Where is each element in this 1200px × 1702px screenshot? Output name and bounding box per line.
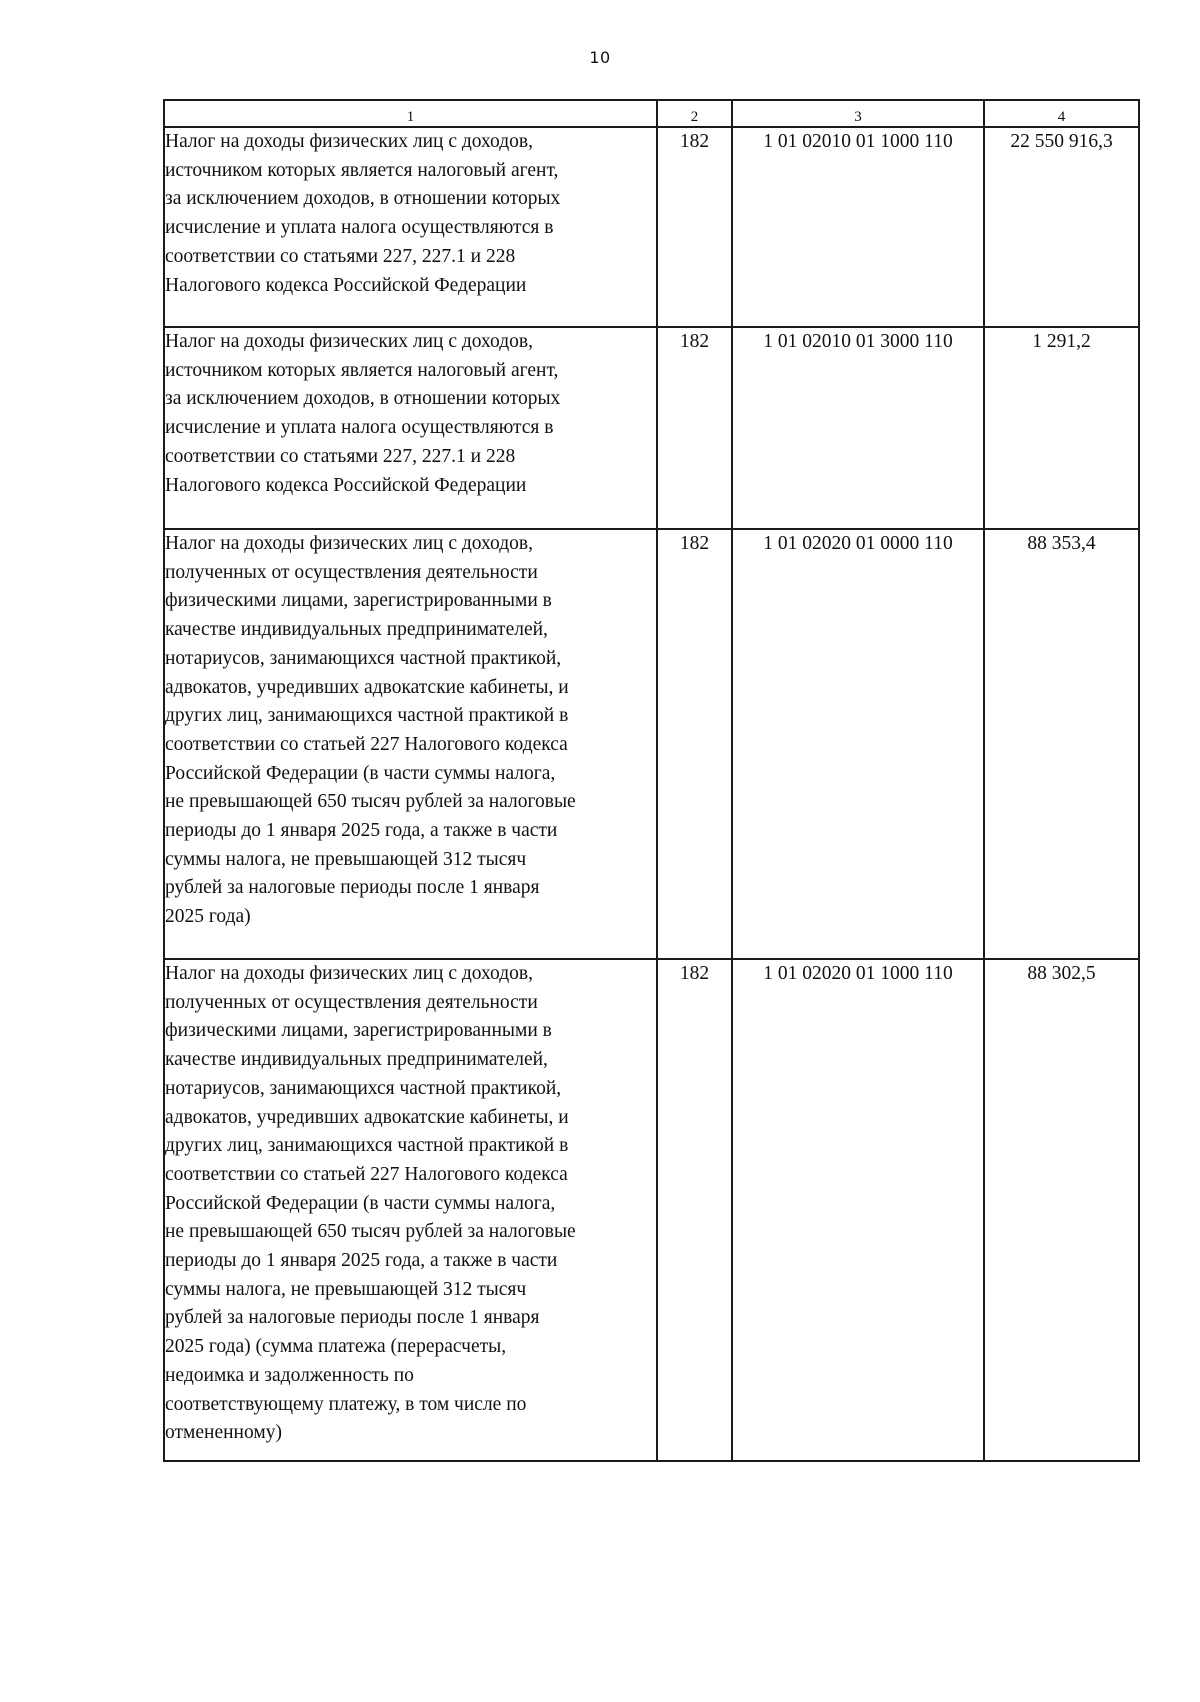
revenue-name-line: исчисление и уплата налога осуществляются в xyxy=(165,217,554,239)
revenue-table xyxy=(163,99,1140,1462)
revenue-name-line: 2025 года) xyxy=(165,906,251,928)
amount-cell: 22 550 916,3 xyxy=(984,127,1139,327)
admin-code-cell: 182 xyxy=(657,959,732,1461)
revenue-name-line: за исключением доходов, в отношении которых xyxy=(165,188,561,210)
revenue-name-line: периоды до 1 января 2025 года, а также в части xyxy=(165,820,558,842)
header-col-1: 1 xyxy=(164,100,657,127)
revenue-name-line: не превышающей 650 тысяч рублей за налоговые xyxy=(165,791,576,813)
revenue-name-cell xyxy=(164,959,657,1461)
revenue-name-line: нотариусов, занимающихся частной практикой, xyxy=(165,647,562,669)
revenue-name-line: Налогового кодекса Российской Федерации xyxy=(165,274,527,296)
revenue-name-line: источником которых является налоговый агент, xyxy=(165,159,559,181)
admin-code-cell: 182 xyxy=(657,529,732,959)
revenue-name-line: периоды до 1 января 2025 года, а также в части xyxy=(165,1250,558,1272)
revenue-name-line: суммы налога, не превышающей 312 тысяч xyxy=(165,1278,527,1300)
revenue-name-cell xyxy=(164,529,657,959)
revenue-name-line: других лиц, занимающихся частной практикой в xyxy=(165,705,569,727)
table-row xyxy=(164,529,1139,959)
header-col-2: 2 xyxy=(657,100,732,127)
revenue-name-line: Налогового кодекса Российской Федерации xyxy=(165,474,527,496)
table-row xyxy=(164,127,1139,327)
revenue-name-line: качестве индивидуальных предпринимателей, xyxy=(165,619,548,641)
revenue-name-line: соответствии со статьями 227, 227.1 и 228 xyxy=(165,245,516,267)
revenue-name-line: полученных от осуществления деятельности xyxy=(165,561,538,583)
table-row xyxy=(164,959,1139,1461)
revenue-name-line: соответствующему платежу, в том числе по xyxy=(165,1393,527,1415)
revenue-name-cell xyxy=(164,327,657,529)
revenue-name-line: 2025 года) (сумма платежа (перерасчеты, xyxy=(165,1336,507,1358)
admin-code-cell: 182 xyxy=(657,327,732,529)
revenue-name-line: полученных от осуществления деятельности xyxy=(165,991,538,1013)
header-col-3: 3 xyxy=(732,100,984,127)
revenue-name-line: других лиц, занимающихся частной практикой в xyxy=(165,1135,569,1157)
amount-cell: 88 353,4 xyxy=(984,529,1139,959)
revenue-name-line: нотариусов, занимающихся частной практикой, xyxy=(165,1077,562,1099)
table-header-row xyxy=(164,100,1139,127)
revenue-name-line: Налог на доходы физических лиц с доходов, xyxy=(165,131,533,152)
revenue-name-line: Налог на доходы физических лиц с доходов, xyxy=(165,533,533,554)
revenue-name-cell xyxy=(164,127,657,327)
budget-code-cell: 1 01 02010 01 3000 110 xyxy=(732,327,984,529)
revenue-name-line: не превышающей 650 тысяч рублей за налоговые xyxy=(165,1221,576,1243)
revenue-name-line: качестве индивидуальных предпринимателей, xyxy=(165,1049,548,1071)
revenue-name-line: Российской Федерации (в части суммы налога, xyxy=(165,762,556,784)
admin-code-cell: 182 xyxy=(657,127,732,327)
revenue-name-line: за исключением доходов, в отношении которых xyxy=(165,388,561,410)
revenue-name-line: отмененному) xyxy=(165,1422,282,1444)
revenue-name-line: Налог на доходы физических лиц с доходов, xyxy=(165,331,533,352)
revenue-name-line: источником которых является налоговый агент, xyxy=(165,359,559,381)
budget-code-cell: 1 01 02010 01 1000 110 xyxy=(732,127,984,327)
amount-cell: 88 302,5 xyxy=(984,959,1139,1461)
revenue-name-line: суммы налога, не превышающей 312 тысяч xyxy=(165,848,527,870)
revenue-name-line: физическими лицами, зарегистрированными в xyxy=(165,1020,552,1042)
revenue-name-line: адвокатов, учредивших адвокатские кабинеты, и xyxy=(165,676,569,698)
revenue-name-line: рублей за налоговые периоды после 1 января xyxy=(165,1307,540,1329)
budget-code-cell: 1 01 02020 01 0000 110 xyxy=(732,529,984,959)
revenue-name-line: недоимка и задолженность по xyxy=(165,1364,414,1386)
revenue-name-line: исчисление и уплата налога осуществляются в xyxy=(165,417,554,439)
budget-code-cell: 1 01 02020 01 1000 110 xyxy=(732,959,984,1461)
revenue-name-line: соответствии со статьей 227 Налогового кодекса xyxy=(165,1163,568,1185)
header-col-4: 4 xyxy=(984,100,1139,127)
revenue-name-line: Российской Федерации (в части суммы налога, xyxy=(165,1192,556,1214)
revenue-name-line: рублей за налоговые периоды после 1 января xyxy=(165,877,540,899)
revenue-name-line: соответствии со статьей 227 Налогового кодекса xyxy=(165,733,568,755)
page-number: 10 xyxy=(589,48,611,67)
revenue-name-line: соответствии со статьями 227, 227.1 и 228 xyxy=(165,445,516,467)
revenue-name-line: физическими лицами, зарегистрированными в xyxy=(165,590,552,612)
table-row xyxy=(164,327,1139,529)
revenue-name-line: адвокатов, учредивших адвокатские кабинеты, и xyxy=(165,1106,569,1128)
amount-cell: 1 291,2 xyxy=(984,327,1139,529)
revenue-name-line: Налог на доходы физических лиц с доходов, xyxy=(165,963,533,984)
